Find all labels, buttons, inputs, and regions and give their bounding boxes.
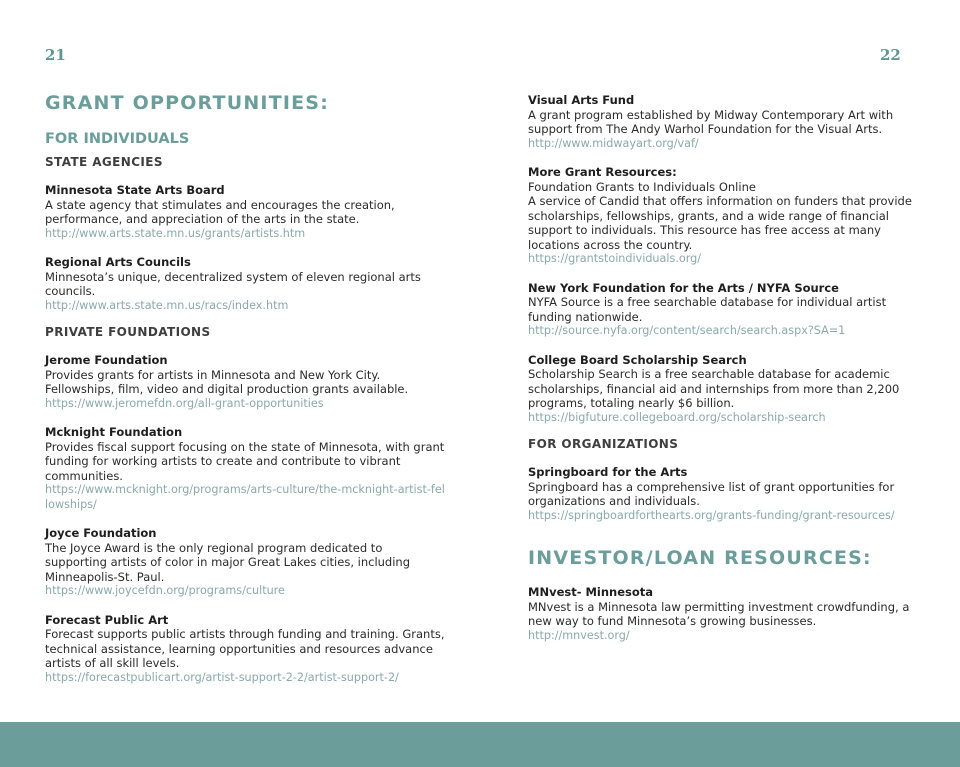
entry-link[interactable]: https://bigfuture.collegeboard.org/scholarship-search [528,410,826,424]
entry-link[interactable]: https://forecastpublicart.org/artist-support-2-2/artist-support-2/ [45,670,399,684]
entry-description: Foundation Grants to Individuals Online A service of Candid that offers information on funders that provide scholarships, fellowships, grants, and a wide range of financial support to individuals. This resource has free access at many locations across the country. [528,179,912,252]
entry-link[interactable]: http://www.midwayart.org/vaf/ [528,136,699,150]
entry-college-board [528,353,918,426]
entry-link[interactable]: http://www.arts.state.mn.us/racs/index.htm [45,298,289,312]
entry-title: College Board Scholarship Search [528,352,747,367]
entry-nyfa-source [528,281,918,339]
entry-link[interactable]: https://grantstoindividuals.org/ [528,252,701,265]
entry-title: Joyce Foundation [45,526,157,540]
entry-description: NYFA Source is a free searchable database for individual artist funding nationwide. [528,295,887,324]
entry-link[interactable]: http://mnvest.org/ [528,628,630,642]
entry-link[interactable]: http://source.nyfa.org/content/search/search.aspx?SA=1 [528,324,846,337]
entry-regional-arts-councils [45,255,445,313]
entry-link[interactable]: https://springboardforthearts.org/grants-funding/grant-resources/ [528,508,895,522]
entry-link[interactable]: https://www.joycefdn.org/programs/culture [45,584,285,597]
entry-title: Visual Arts Fund [528,93,635,107]
entry-title: Regional Arts Councils [45,255,191,269]
footer-bar [0,722,960,767]
entry-title: New York Foundation for the Arts / NYFA Source [528,280,839,295]
left-page-number: 21 [45,46,66,64]
entry-description: Scholarship Search is a free searchable database for academic scholarships, financial aid and internships from more than 2,200 programs, totaling nearly $6 billion. [528,367,900,410]
entry-description: A state agency that stimulates and encourages the creation, performance, and appreciation of the arts in the state. [45,197,395,226]
grant-opportunities-title: GRANT OPPORTUNITIES: [45,92,329,114]
entry-description: Forecast supports public artists through funding and training. Grants, technical assistance, learning opportunities and resources advance artists of all skill levels. [45,627,445,670]
entry-description: A grant program established by Midway Contemporary Art with support from The Andy Warhol Foundation for the Visual Arts. [528,107,894,136]
entry-joyce-foundation [45,526,445,599]
entry-forecast-public-art [45,613,445,686]
entry-description: Provides grants for artists in Minnesota and New York City. Fellowships, film, video and digital production grants available. [45,367,409,396]
left-column [45,92,445,685]
for-individuals-heading: FOR INDIVIDUALS [45,131,190,147]
entry-springboard [528,465,918,523]
entry-title: Jerome Foundation [45,353,168,367]
entry-description: Provides fiscal support focusing on the state of Minnesota, with grant funding for working artists to create and contribute to vibrant communities. [45,439,445,483]
entry-mnvest [528,585,918,643]
right-page-number: 22 [880,46,901,64]
entry-link[interactable]: http://www.arts.state.mn.us/grants/artists.htm [45,226,306,240]
private-foundations-heading: PRIVATE FOUNDATIONS [45,325,211,339]
entry-description: MNvest is a Minnesota law permitting investment crowdfunding, a new way to fund Minnesota’s growing businesses. [528,599,910,628]
entry-link[interactable]: https://www.mcknight.org/programs/arts-culture/the-mcknight-artist-fellowships/ [45,483,445,511]
entry-title: Springboard for the Arts [528,465,688,479]
entry-mcknight-foundation [45,425,445,512]
right-column [528,93,918,643]
for-organizations-heading: FOR ORGANIZATIONS [528,437,679,451]
entry-title: Minnesota State Arts Board [45,183,225,197]
entry-jerome-foundation [45,353,445,411]
entry-title: Mcknight Foundation [45,425,183,439]
state-agencies-heading: STATE AGENCIES [45,155,163,169]
entry-description: The Joyce Award is the only regional program dedicated to supporting artists of color in major Great Lakes cities, including Minneapolis-St. Paul. [45,540,411,584]
entry-description: Minnesota’s unique, decentralized system of eleven regional arts councils. [45,269,421,298]
entry-minnesota-state-arts-board [45,183,445,241]
entry-title: Forecast Public Art [45,612,169,627]
entry-title: MNvest- Minnesota [528,585,654,599]
entry-link[interactable]: https://www.jeromefdn.org/all-grant-opportunities [45,396,324,410]
entry-visual-arts-fund [528,93,918,151]
investor-loan-title: INVESTOR/LOAN RESOURCES: [528,547,872,569]
entry-more-grant-resources [528,165,918,267]
entry-title: More Grant Resources: [528,165,677,179]
entry-description: Springboard has a comprehensive list of grant opportunities for organizations and individuals. [528,479,895,508]
